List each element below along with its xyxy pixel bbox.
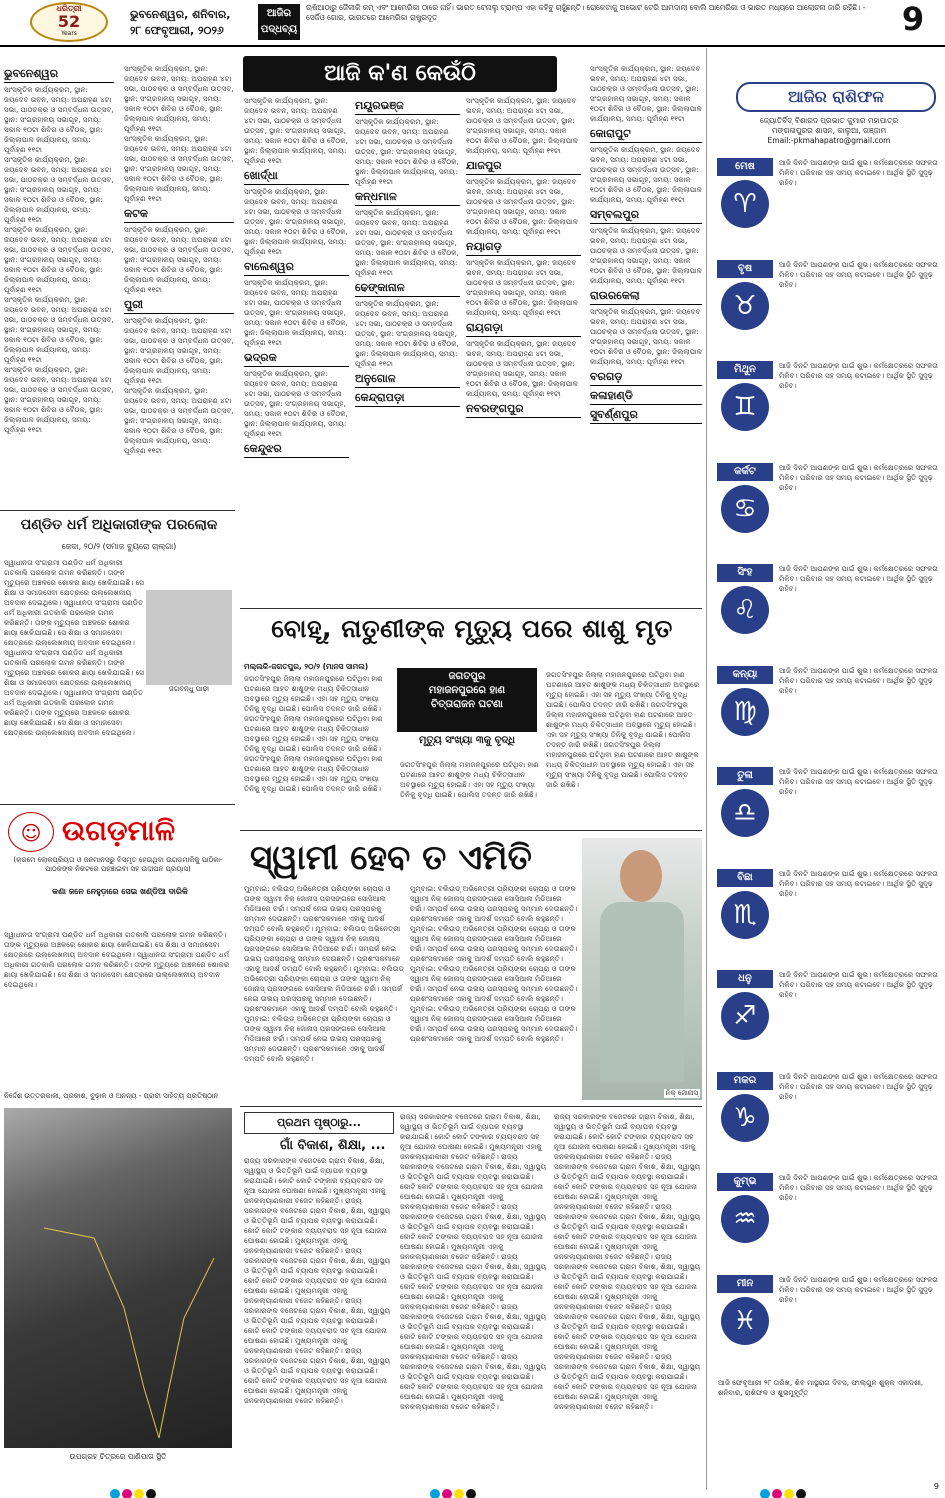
bohu-body-text: ଜଗତସିଂହପୁର ଜିଲ୍ଲା ମହାଜନପୁରରେ ଘଟିଥିବା ହାଣ ଘଟଣାରେ ଆହତ ଶାଶୁଙ୍କ ମଧ୍ୟ ଚିକିତ୍ସାଧୀନ ଅବସ୍ଥାରେ ମୃତ୍ୟୁ ହୋଇଛି। ଏହା ସହ ମୃତ୍ୟୁ ସଂଖ୍ୟା ତିନିକୁ ବୃଦ୍ଧି ପାଇଛି। ପୋଲିସ ତଦନ୍ତ ଜାରି ରଖିଛି। [546, 670, 700, 709]
rashifala-email: Email:-pkmahapatro@gmail.com [767, 136, 891, 145]
city-heading: ଭଦ୍ରକ [244, 351, 349, 367]
prathama-body-text: ରାଜ୍ୟ ସରକାରଙ୍କ ବଜେଟରେ ଗ୍ରାମ ବିକାଶ, ଶିକ୍ଷା, ସ୍ୱାସ୍ଥ୍ୟ ଓ ଭିତ୍ତିଭୂମି ପାଇଁ ବ୍ୟାପକ ବ୍ୟବସ୍ଥା କରାଯାଇଛି। କୋଟି କୋଟି ଟଙ୍କାର ବ୍ୟୟବରାଦ ସହ ନୂଆ ଯୋଜନା ଘୋଷଣା ହୋଇଛି। ମୁଖ୍ୟମନ୍ତ୍ରୀ ଏହାକୁ ଜନକଲ୍ୟାଣକାରୀ ବଜେଟ କହିଛନ୍ତି। [554, 1202, 701, 1261]
event-text: ସାଂସ୍କୃତିକ କାର୍ଯ୍ୟକ୍ରମ, ସ୍ଥାନ: ଜୟଦେବ ଭବନ, ସମୟ: ଅପରାହ୍ଣ ୪ଟା ସଭା, ପାଠଚକ୍ର ଓ ସମ୍ବର୍ଦ୍ଧନା ଉତ୍ସବ, ସ୍ଥାନ: ସଂଗ୍ରହାଳୟ ସଭାଗୃହ, ସମୟ: ସକାଳ ୧୦ଟା ଶିବିର ଓ ବୈଠକ, ସ୍ଥାନ: ଜିଲ୍ଲାପାଳ କାର୍ଯ୍ୟାଳୟ, ସମୟ: ପୂର୍ବାହ୍ଣ ୧୧ଟା [355, 208, 459, 277]
prathama-body-text: ରାଜ୍ୟ ସରକାରଙ୍କ ବଜେଟରେ ଗ୍ରାମ ବିକାଶ, ଶିକ୍ଷା, ସ୍ୱାସ୍ଥ୍ୟ ଓ ଭିତ୍ତିଭୂମି ପାଇଁ ବ୍ୟାପକ ବ୍ୟବସ୍ଥା କରାଯାଇଛି। କୋଟି କୋଟି ଟଙ୍କାର ବ୍ୟୟବରାଦ ସହ ନୂଆ ଯୋଜନା ଘୋଷଣା ହୋଇଛି। ମୁଖ୍ୟମନ୍ତ୍ରୀ ଏହାକୁ ଜନକଲ୍ୟାଣକାରୀ ବଜେଟ କହିଛନ୍ତି। [244, 1346, 391, 1405]
person-head-icon [620, 850, 662, 902]
events-col-3 [244, 96, 349, 504]
bohu-box-line3: ଚିତ୍ତାରାଜନ ଘଟଣା [431, 699, 503, 710]
obit-body-text: ସ୍ୱାଧୀନତା ସଂଗ୍ରାମୀ ପଣ୍ଡିତ ଧର୍ମ ଅଧିକାରୀ ଗତକାଲି ପରଲୋକ ଗମନ କରିଛନ୍ତି। ତାଙ୍କ ମୃତ୍ୟୁରେ ଅଞ୍ଚଳରେ ଶୋକର ଛାୟା ଖେଳିଯାଇଛି। ସେ ଶିକ୍ଷା ଓ ସମାଜସେବା କ୍ଷେତ୍ରରେ ଉଲ୍ଲେଖନୀୟ ଅବଦାନ ଦେଇଥିଲେ। [4, 688, 144, 737]
zodiac-name: କର୍କଟ [717, 463, 773, 481]
zodiac-symbol-icon: ♒ [721, 1195, 769, 1243]
zodiac-entry [717, 260, 943, 358]
bohu-box [397, 668, 537, 732]
footer-registration-marks [0, 1480, 945, 1498]
ugomali-body [4, 930, 232, 1050]
event-text: ସାଂସ୍କୃତିକ କାର୍ଯ୍ୟକ୍ରମ, ସ୍ଥାନ: ଜୟଦେବ ଭବନ, ସମୟ: ଅପରାହ୍ଣ ୪ଟା ସଭା, ପାଠଚକ୍ର ଓ ସମ୍ବର୍ଦ୍ଧନା ଉତ୍ସବ, ସ୍ଥାନ: ସଂଗ୍ରହାଳୟ ସଭାଗୃହ, ସମୟ: ସକାଳ ୧୦ଟା ଶିବିର ଓ ବୈଠକ, ସ୍ଥାନ: ଜିଲ୍ଲାପାଳ କାର୍ଯ୍ୟାଳୟ, ସମୟ: ପୂର୍ବାହ୍ଣ ୧୧ଟା [590, 307, 702, 366]
ugomali-body-text: ସ୍ୱାଧୀନତା ସଂଗ୍ରାମୀ ପଣ୍ଡିତ ଧର୍ମ ଅଧିକାରୀ ଗତକାଲି ପରଲୋକ ଗମନ କରିଛନ୍ତି। ତାଙ୍କ ମୃତ୍ୟୁରେ ଅଞ୍ଚଳରେ ଶୋକର ଛାୟା ଖେଳିଯାଇଛି। ସେ ଶିକ୍ଷା ଓ ସମାଜସେବା କ୍ଷେତ୍ରରେ ଉଲ୍ଲେଖନୀୟ ଅବଦାନ ଦେଇଥିଲେ। [4, 930, 227, 959]
zodiac-name: ବିଛା [717, 869, 773, 887]
zodiac-prediction: ଆଜି ଦିନଟି ଆପଣଙ୍କ ପାଇଁ ଶୁଭ। କର୍ମକ୍ଷେତ୍ରରେ ସଫଳତା ମିଳିବ। ପରିବାର ସହ ସମୟ କଟାଇବେ। ଆର୍ଥିକ ସ୍ଥିତି ସୁଦୃଢ଼ ରହିବ। [779, 564, 938, 593]
city-heading: କଳାହାଣ୍ଡି [590, 389, 702, 405]
city-heading: ଯାଜପୁର [466, 159, 581, 175]
city-heading: ରାଉରକେଲା [590, 289, 702, 305]
prathama-tag-text: ପ୍ରଥମ ପୃଷ୍ଠାରୁ... [277, 1116, 361, 1129]
swami-headline: ସ୍ୱାମୀ ହେବ ତ ଏମିତି [250, 838, 532, 878]
city-heading: ପୁରୀ [124, 298, 234, 314]
prathama-body-text: ରାଜ୍ୟ ସରକାରଙ୍କ ବଜେଟରେ ଗ୍ରାମ ବିକାଶ, ଶିକ୍ଷା, ସ୍ୱାସ୍ଥ୍ୟ ଓ ଭିତ୍ତିଭୂମି ପାଇଁ ବ୍ୟାପକ ବ୍ୟବସ୍ଥା କରାଯାଇଛି। କୋଟି କୋଟି ଟଙ୍କାର ବ୍ୟୟବରାଦ ସହ ନୂଆ ଯୋଜନା ଘୋଷଣା ହୋଇଛି। ମୁଖ୍ୟମନ୍ତ୍ରୀ ଏହାକୁ ଜନକଲ୍ୟାଣକାରୀ ବଜେଟ କହିଛନ୍ତି। [554, 1352, 701, 1411]
obit-body-text: ସ୍ୱାଧୀନତା ସଂଗ୍ରାମୀ ପଣ୍ଡିତ ଧର୍ମ ଅଧିକାରୀ ଗତକାଲି ପରଲୋକ ଗମନ କରିଛନ୍ତି। ତାଙ୍କ ମୃତ୍ୟୁରେ ଅଞ୍ଚଳରେ ଶୋକର ଛାୟା ଖେଳିଯାଇଛି। ସେ ଶିକ୍ଷା ଓ ସମାଜସେବା କ୍ଷେତ୍ରରେ ଉଲ୍ଲେଖନୀୟ ଅବଦାନ ଦେଇଥିଲେ। [4, 648, 144, 697]
zodiac-name: ବୃଷ [717, 260, 773, 278]
prathama-body-text: ରାଜ୍ୟ ସରକାରଙ୍କ ବଜେଟରେ ଗ୍ରାମ ବିକାଶ, ଶିକ୍ଷା, ସ୍ୱାସ୍ଥ୍ୟ ଓ ଭିତ୍ତିଭୂମି ପାଇଁ ବ୍ୟାପକ ବ୍ୟବସ୍ଥା କରାଯାଇଛି। କୋଟି କୋଟି ଟଙ୍କାର ବ୍ୟୟବରାଦ ସହ ନୂଆ ଯୋଜନା ଘୋଷଣା ହୋଇଛି। ମୁଖ୍ୟମନ୍ତ୍ରୀ ଏହାକୁ ଜନକଲ୍ୟାଣକାରୀ ବଜେଟ କହିଛନ୍ତି। [554, 1302, 701, 1361]
bohu-body-right [546, 670, 702, 824]
events-banner [243, 56, 557, 92]
ugomali-verse: କଣା ଜନେ ନେହୁଡ଼ାରେ ସେଇ ଖଣ୍ଡିଆ ଦାରିକି [52, 887, 188, 896]
zodiac-prediction: ଆଜି ଦିନଟି ଆପଣଙ୍କ ପାଇଁ ଶୁଭ। କର୍ମକ୍ଷେତ୍ରରେ ସଫଳତା ମିଳିବ। ପରିବାର ସହ ସମୟ କଟାଇବେ। ଆର୍ଥିକ ସ୍ଥିତି ସୁଦୃଢ଼ ରହିବ। [779, 665, 938, 695]
obit-photo-caption: ଜଗବନ୍ଧୁ ପାଢ଼ୀ [146, 685, 232, 694]
zodiac-name: ମେଷ [717, 158, 773, 176]
zodiac-prediction: ଆଜି ଦିନଟି ଆପଣଙ୍କ ପାଇଁ ଶୁଭ। କର୍ମକ୍ଷେତ୍ରରେ ସଫଳତା ମିଳିବ। ପରିବାର ସହ ସମୟ କଟାଇବେ। ଆର୍ଥିକ ସ୍ଥିତି ସୁଦୃଢ଼ ରହିବ। [779, 462, 938, 492]
obit-subhead: ଜେଦା, ୨୦/୨ (ସମାଜ ବ୍ୟୁରୋ ଚାଲ୍ଗା) [61, 542, 177, 551]
zodiac-symbol-icon: ♌ [721, 586, 769, 634]
column-rule [706, 48, 707, 1490]
city-heading: କନ୍ଧମାଳ [355, 190, 460, 206]
bohu-body-text: ଜଗତସିଂହପୁର ଜିଲ୍ଲା ମହାଜନପୁରରେ ଘଟିଥିବା ହାଣ ଘଟଣାରେ ଆହତ ଶାଶୁଙ୍କ ମଧ୍ୟ ଚିକିତ୍ସାଧୀନ ଅବସ୍ଥାରେ ମୃତ୍ୟୁ ହୋଇଛି। ଏହା ସହ ମୃତ୍ୟୁ ସଂଖ୍ୟା ତିନିକୁ ବୃଦ୍ଧି ପାଇଛି। ପୋଲିସ ତଦନ୍ତ ଜାରି ରଖିଛି। [244, 754, 383, 793]
zodiac-symbol-icon: ♑ [721, 1094, 769, 1142]
obit-rule [0, 510, 235, 511]
city-heading: ଭୁବନେଶ୍ୱର [4, 67, 114, 83]
events-col-2 [124, 64, 234, 504]
bohu-box-line2: ମହାଜନପୁରରେ ହାଣ [428, 685, 506, 696]
events-col-1 [4, 64, 114, 504]
event-text: ସାଂସ୍କୃତିକ କାର୍ଯ୍ୟକ୍ରମ, ସ୍ଥାନ: ଜୟଦେବ ଭବନ, ସମୟ: ଅପରାହ୍ଣ ୪ଟା ସଭା, ପାଠଚକ୍ର ଓ ସମ୍ବର୍ଦ୍ଧନା ଉତ୍ସବ, ସ୍ଥାନ: ସଂଗ୍ରହାଳୟ ସଭାଗୃହ, ସମୟ: ସକାଳ ୧୦ଟା ଶିବିର ଓ ବୈଠକ, ସ୍ଥାନ: ଜିଲ୍ଲାପାଳ କାର୍ଯ୍ୟାଳୟ, ସମୟ: ପୂର୍ବାହ୍ଣ ୧୧ଟା [466, 339, 578, 398]
zodiac-symbol-icon: ♏ [721, 891, 769, 939]
ugomali-title: ଉଗଡ଼ମାଳି [62, 814, 176, 847]
swami-photo [582, 838, 702, 1100]
event-text: ସାଂସ୍କୃତିକ କାର୍ଯ୍ୟକ୍ରମ, ସ୍ଥାନ: ଜୟଦେବ ଭବନ, ସମୟ: ଅପରାହ୍ଣ ୪ଟା ସଭା, ପାଠଚକ୍ର ଓ ସମ୍ବର୍ଦ୍ଧନା ଉତ୍ସବ, ସ୍ଥାନ: ସଂଗ୍ରହାଳୟ ସଭାଗୃହ, ସମୟ: ସକାଳ ୧୦ଟା ଶିବିର ଓ ବୈଠକ, ସ୍ଥାନ: ଜିଲ୍ଲାପାଳ କାର୍ଯ୍ୟାଳୟ, ସମୟ: ପୂର୍ବାହ୍ଣ ୧୧ଟା [4, 155, 114, 224]
rashifala-header [736, 82, 936, 112]
zodiac-prediction: ଆଜି ଦିନଟି ଆପଣଙ୍କ ପାଇଁ ଶୁଭ। କର୍ମକ୍ଷେତ୍ରରେ ସଫଳତା ମିଳିବ। ପରିବାର ସହ ସମୟ କଟାଇବେ। ଆର୍ଥିକ ସ୍ଥିତି ସୁଦୃଢ଼ ରହିବ। [779, 970, 938, 999]
prathama-body-text: ରାଜ୍ୟ ସରକାରଙ୍କ ବଜେଟରେ ଗ୍ରାମ ବିକାଶ, ଶିକ୍ଷା, ସ୍ୱାସ୍ଥ୍ୟ ଓ ଭିତ୍ତିଭୂମି ପାଇଁ ବ୍ୟାପକ ବ୍ୟବସ୍ଥା କରାଯାଇଛି। କୋଟି କୋଟି ଟଙ୍କାର ବ୍ୟୟବରାଦ ସହ ନୂଆ ଯୋଜନା ଘୋଷଣା ହୋଇଛି। ମୁଖ୍ୟମନ୍ତ୍ରୀ ଏହାକୁ ଜନକଲ୍ୟାଣକାରୀ ବଜେଟ କହିଛନ୍ତି। [554, 1112, 696, 1161]
bohu-headline: ବୋହୂ, ନାତୁଣୀଙ୍କ ମୃତ୍ୟୁ ପରେ ଶାଶୁ ମୃତ [271, 614, 673, 643]
event-text: ସାଂସ୍କୃତିକ କାର୍ଯ୍ୟକ୍ରମ, ସ୍ଥାନ: ଜୟଦେବ ଭବନ, ସମୟ: ଅପରାହ୍ଣ ୪ଟା ସଭା, ପାଠଚକ୍ର ଓ ସମ୍ବର୍ଦ୍ଧନା ଉତ୍ସବ, ସ୍ଥାନ: ସଂଗ୍ରହାଳୟ ସଭାଗୃହ, ସମୟ: ସକାଳ ୧୦ଟା ଶିବିର ଓ ବୈଠକ, ସ୍ଥାନ: ଜିଲ୍ଲାପାଳ କାର୍ଯ୍ୟାଳୟ, ସମୟ: ପୂର୍ବାହ୍ଣ ୧୧ଟା [466, 177, 578, 236]
city-heading: ସମ୍ବଲପୁର [590, 208, 702, 224]
event-text: ସାଂସ୍କୃତିକ କାର୍ଯ୍ୟକ୍ରମ, ସ୍ଥାନ: ଜୟଦେବ ଭବନ, ସମୟ: ଅପରାହ୍ଣ ୪ଟା ସଭା, ପାଠଚକ୍ର ଓ ସମ୍ବର୍ଦ୍ଧନା ଉତ୍ସବ, ସ୍ଥାନ: ସଂଗ୍ରହାଳୟ ସଭାଗୃହ, ସମୟ: ସକାଳ ୧୦ଟା ଶିବିର ଓ ବୈଠକ, ସ୍ଥାନ: ଜିଲ୍ଲାପାଳ କାର୍ଯ୍ୟାଳୟ, ସମୟ: ପୂର୍ବାହ୍ଣ ୧୧ଟା [355, 117, 459, 186]
zodiac-prediction: ଆଜି ଦିନଟି ଆପଣଙ୍କ ପାଇଁ ଶୁଭ। କର୍ମକ୍ଷେତ୍ରରେ ସଫଳତା ମିଳିବ। ପରିବାର ସହ ସମୟ କଟାଇବେ। ଆର୍ଥିକ ସ୍ଥିତି ସୁଦୃଢ଼ ରହିବ। [779, 1274, 938, 1304]
swami-photo-caption: ନିକ୍ ଜୋନାସ୍ [665, 1089, 698, 1097]
ugomali-body-text: ସ୍ୱାଧୀନତା ସଂଗ୍ରାମୀ ପଣ୍ଡିତ ଧର୍ମ ଅଧିକାରୀ ଗତକାଲି ପରଲୋକ ଗମନ କରିଛନ୍ତି। ତାଙ୍କ ମୃତ୍ୟୁରେ ଅଞ୍ଚଳରେ ଶୋକର ଛାୟା ଖେଳିଯାଇଛି। ସେ ଶିକ୍ଷା ଓ ସମାଜସେବା କ୍ଷେତ୍ରରେ ଉଲ୍ଲେଖନୀୟ ଅବଦାନ ଦେଇଥିଲେ। [4, 950, 230, 989]
swami-rule [240, 830, 702, 831]
zodiac-name: କୁମ୍ଭ [717, 1173, 773, 1191]
zodiac-symbol-icon: ♓ [721, 1297, 769, 1345]
prathama-body-text: ରାଜ୍ୟ ସରକାରଙ୍କ ବଜେଟରେ ଗ୍ରାମ ବିକାଶ, ଶିକ୍ଷା, ସ୍ୱାସ୍ଥ୍ୟ ଓ ଭିତ୍ତିଭୂମି ପାଇଁ ବ୍ୟାପକ ବ୍ୟବସ୍ଥା କରାଯାଇଛି। କୋଟି କୋଟି ଟଙ୍କାର ବ୍ୟୟବରାଦ ସହ ନୂଆ ଯୋଜନା ଘୋଷଣା ହୋଇଛି। ମୁଖ୍ୟମନ୍ତ୍ରୀ ଏହାକୁ ଜନକଲ୍ୟାଣକାରୀ ବଜେଟ କହିଛନ୍ତି। [400, 1152, 547, 1211]
city-heading: ନବରଙ୍ଗପୁର [466, 402, 581, 418]
event-text: ସାଂସ୍କୃତିକ କାର୍ଯ୍ୟକ୍ରମ, ସ୍ଥାନ: ଜୟଦେବ ଭବନ, ସମୟ: ଅପରାହ୍ଣ ୪ଟା ସଭା, ପାଠଚକ୍ର ଓ ସମ୍ବର୍ଦ୍ଧନା ଉତ୍ସବ, ସ୍ଥାନ: ସଂଗ୍ରହାଳୟ ସଭାଗୃହ, ସମୟ: ସକାଳ ୧୦ଟା ଶିବିର ଓ ବୈଠକ, ସ୍ଥାନ: ଜିଲ୍ଲାପାଳ କାର୍ଯ୍ୟାଳୟ, ସମୟ: ପୂର୍ବାହ୍ଣ ୧୧ଟା [590, 64, 702, 123]
zodiac-symbol-icon: ♈ [721, 180, 769, 228]
city-heading: ବାଲେଶ୍ୱର [244, 260, 349, 276]
zodiac-prediction: ଆଜି ଦିନଟି ଆପଣଙ୍କ ପାଇଁ ଶୁଭ। କର୍ମକ୍ଷେତ୍ରରେ ସଫଳତା ମିଳିବ। ପରିବାର ସହ ସମୟ କଟାଇବେ। ଆର୍ଥିକ ସ୍ଥିତି ସୁଦୃଢ଼ ରହିବ। [779, 767, 938, 796]
bohu-rule [240, 608, 702, 609]
zodiac-entry [717, 1173, 943, 1271]
rashifala-title: ଆଜିର ରାଶିଫଳ [788, 87, 884, 106]
zodiac-name: ସିଂହ [717, 564, 773, 582]
obit-body [4, 558, 144, 798]
zodiac-entry [717, 869, 943, 967]
bohu-body-text: ଜଗତସିଂହପୁର ଜିଲ୍ଲା ମହାଜନପୁରରେ ଘଟିଥିବା ହାଣ ଘଟଣାରେ ଆହତ ଶାଶୁଙ୍କ ମଧ୍ୟ ଚିକିତ୍ସାଧୀନ ଅବସ୍ଥାରେ ମୃତ୍ୟୁ ହୋଇଛି। ଏହା ସହ ମୃତ୍ୟୁ ସଂଖ୍ୟା ତିନିକୁ ବୃଦ୍ଧି ପାଇଛି। ପୋଲିସ ତଦନ୍ତ ଜାରି ରଖିଛି। [546, 700, 696, 749]
swami-body-text: ମୁମ୍ବାଇ: ବଲିଉଡ୍ ଅଭିନେତ୍ରୀ ପ୍ରିୟଙ୍କା ଚୋପ୍ରା ଓ ତାଙ୍କ ସ୍ୱାମୀ ନିକ୍ ଜୋନାସ୍ ପ୍ରସଙ୍ଗରେ ସୋସିଆଲ ମିଡିଆରେ ଚର୍ଚ୍ଚା। ସମ୍ପର୍କ ନେଇ ଉଭୟ ପରସ୍ପରକୁ ସମ୍ମାନ ଦେଉଛନ୍ତି। ପ୍ରଶଂସକମାନେ ଏହାକୁ ଆଦର୍ଶ ଦମ୍ପତି ବୋଲି କହୁଛନ୍ତି। [244, 964, 404, 1013]
prathama-rule [240, 1106, 702, 1107]
prathama-body-text: ରାଜ୍ୟ ସରକାରଙ୍କ ବଜେଟରେ ଗ୍ରାମ ବିକାଶ, ଶିକ୍ଷା, ସ୍ୱାସ୍ଥ୍ୟ ଓ ଭିତ୍ତିଭୂମି ପାଇଁ ବ୍ୟାପକ ବ୍ୟବସ୍ଥା କରାଯାଇଛି। କୋଟି କୋଟି ଟଙ୍କାର ବ୍ୟୟବରାଦ ସହ ନୂଆ ଯୋଜନା ଘୋଷଣା ହୋଇଛି। ମୁଖ୍ୟମନ୍ତ୍ରୀ ଏହାକୁ ଜନକଲ୍ୟାଣକାରୀ ବଜେଟ କହିଛନ୍ତି। [400, 1202, 547, 1261]
bohu-body-text: ଜଗତସିଂହପୁର ଜିଲ୍ଲା ମହାଜନପୁରରେ ଘଟିଥିବା ହାଣ ଘଟଣାରେ ଆହତ ଶାଶୁଙ୍କ ମଧ୍ୟ ଚିକିତ୍ସାଧୀନ ଅବସ୍ଥାରେ ମୃତ୍ୟୁ ହୋଇଛି। ଏହା ସହ ମୃତ୍ୟୁ ସଂଖ୍ୟା ତିନିକୁ ବୃଦ୍ଧି ପାଇଛି। ପୋଲିସ ତଦନ୍ତ ଜାରି ରଖିଛି। [244, 714, 383, 753]
quote-tag-line1: ଆଜିର [266, 8, 292, 19]
event-text: ସାଂସ୍କୃତିକ କାର୍ଯ୍ୟକ୍ରମ, ସ୍ଥାନ: ଜୟଦେବ ଭବନ, ସମୟ: ଅପରାହ୍ଣ ୪ଟା ସଭା, ପାଠଚକ୍ର ଓ ସମ୍ବର୍ଦ୍ଧନା ଉତ୍ସବ, ସ୍ଥାନ: ସଂଗ୍ରହାଳୟ ସଭାଗୃହ, ସମୟ: ସକାଳ ୧୦ଟା ଶିବିର ଓ ବୈଠକ, ସ୍ଥାନ: ଜିଲ୍ଲାପାଳ କାର୍ଯ୍ୟାଳୟ, ସମୟ: ପୂର୍ବାହ୍ଣ ୧୧ଟା [244, 96, 348, 165]
logo-years: Years [61, 30, 77, 37]
panchang: ଆଜି ଫେବୃଆରୀ ୨୮ ତାରିଖ, ଶିବ ମାସ୍ଥରାଗ ଦିବସ, ଫାଲ୍ଗୁନ ଶୁକ୍ଳ ଏକାଦଶୀ, ଶନିବାର, ରାଶିଫଳ ଓ ଶୁଭମୁହୂର୍ତ୍ତ [718, 1378, 924, 1397]
bohu-body-text: ଜଗତସିଂହପୁର ଜିଲ୍ଲା ମହାଜନପୁରରେ ଘଟିଥିବା ହାଣ ଘଟଣାରେ ଆହତ ଶାଶୁଙ୍କ ମଧ୍ୟ ଚିକିତ୍ସାଧୀନ ଅବସ୍ଥାରେ ମୃତ୍ୟୁ ହୋଇଛି। ଏହା ସହ ମୃତ୍ୟୁ ସଂଖ୍ୟା ତିନିକୁ ବୃଦ୍ଧି ପାଇଛି। ପୋଲିସ ତଦନ୍ତ ଜାରି ରଖିଛି। [244, 674, 383, 713]
prathama-body-col1 [244, 1156, 394, 1488]
event-text: ସାଂସ୍କୃତିକ କାର୍ଯ୍ୟକ୍ରମ, ସ୍ଥାନ: ଜୟଦେବ ଭବନ, ସମୟ: ଅପରାହ୍ଣ ୪ଟା ସଭା, ପାଠଚକ୍ର ଓ ସମ୍ବର୍ଦ୍ଧନା ଉତ୍ସବ, ସ୍ଥାନ: ସଂଗ୍ରହାଳୟ ସଭାଗୃହ, ସମୟ: ସକାଳ ୧୦ଟା ଶିବିର ଓ ବୈଠକ, ସ୍ଥାନ: ଜିଲ୍ଲାପାଳ କାର୍ଯ୍ୟାଳୟ, ସମୟ: ପୂର୍ବାହ୍ଣ ୧୧ଟା [244, 369, 348, 438]
event-text: ସାଂସ୍କୃତିକ କାର୍ଯ୍ୟକ୍ରମ, ସ୍ଥାନ: ଜୟଦେବ ଭବନ, ସମୟ: ଅପରାହ୍ଣ ୪ଟା ସଭା, ପାଠଚକ୍ର ଓ ସମ୍ବର୍ଦ୍ଧନା ଉତ୍ସବ, ସ୍ଥାନ: ସଂଗ୍ରହାଳୟ ସଭାଗୃହ, ସମୟ: ସକାଳ ୧୦ଟା ଶିବିର ଓ ବୈଠକ, ସ୍ଥାନ: ଜିଲ୍ଲାପାଳ କାର୍ଯ୍ୟାଳୟ, ସମୟ: ପୂର୍ବାହ୍ଣ ୧୧ଟା [124, 386, 234, 455]
bohu-box-sub: ମୃତ୍ୟୁ ସଂଖ୍ୟା ୩କୁ ବୃଦ୍ଧି [418, 735, 516, 746]
zodiac-name: ମୀନ [717, 1275, 773, 1293]
prathama-body-text: ରାଜ୍ୟ ସରକାରଙ୍କ ବଜେଟରେ ଗ୍ରାମ ବିକାଶ, ଶିକ୍ଷା, ସ୍ୱାସ୍ଥ୍ୟ ଓ ଭିତ୍ତିଭୂମି ପାଇଁ ବ୍ୟାପକ ବ୍ୟବସ୍ଥା କରାଯାଇଛି। କୋଟି କୋଟି ଟଙ୍କାର ବ୍ୟୟବରାଦ ସହ ନୂଆ ଯୋଜନା ଘୋଷଣା ହୋଇଛି। ମୁଖ୍ୟମନ୍ତ୍ରୀ ଏହାକୁ ଜନକଲ୍ୟାଣକାରୀ ବଜେଟ କହିଛନ୍ତି। [244, 1196, 391, 1255]
page-number: 9 [901, 0, 925, 38]
zodiac-prediction: ଆଜି ଦିନଟି ଆପଣଙ୍କ ପାଇଁ ଶୁଭ। କର୍ମକ୍ଷେତ୍ରରେ ସଫଳତା ମିଳିବ। ପରିବାର ସହ ସମୟ କଟାଇବେ। ଆର୍ଥିକ ସ୍ଥିତି ସୁଦୃଢ଼ ରହିବ। [779, 259, 938, 289]
zodiac-name: ତୁଳା [717, 767, 773, 785]
prathama-body-text: ରାଜ୍ୟ ସରକାରଙ୍କ ବଜେଟରେ ଗ୍ରାମ ବିକାଶ, ଶିକ୍ଷା, ସ୍ୱାସ୍ଥ୍ୟ ଓ ଭିତ୍ତିଭୂମି ପାଇଁ ବ୍ୟାପକ ବ୍ୟବସ୍ଥା କରାଯାଇଛି। କୋଟି କୋଟି ଟଙ୍କାର ବ୍ୟୟବରାଦ ସହ ନୂଆ ଯୋଜନା ଘୋଷଣା ହୋଇଛି। ମୁଖ୍ୟମନ୍ତ୍ରୀ ଏହାକୁ ଜନକଲ୍ୟାଣକାରୀ ବଜେଟ କହିଛନ୍ତି। [554, 1252, 701, 1311]
event-text: ସାଂସ୍କୃତିକ କାର୍ଯ୍ୟକ୍ରମ, ସ୍ଥାନ: ଜୟଦେବ ଭବନ, ସମୟ: ଅପରାହ୍ଣ ୪ଟା ସଭା, ପାଠଚକ୍ର ଓ ସମ୍ବର୍ଦ୍ଧନା ଉତ୍ସବ, ସ୍ଥାନ: ସଂଗ୍ରହାଳୟ ସଭାଗୃହ, ସମୟ: ସକାଳ ୧୦ଟା ଶିବିର ଓ ବୈଠକ, ସ୍ଥାନ: ଜିଲ୍ଲାପାଳ କାର୍ଯ୍ୟାଳୟ, ସମୟ: ପୂର୍ବାହ୍ଣ ୧୧ଟା [590, 145, 702, 204]
zodiac-entry [717, 158, 943, 256]
obit-body-text: ସ୍ୱାଧୀନତା ସଂଗ୍ରାମୀ ପଣ୍ଡିତ ଧର୍ମ ଅଧିକାରୀ ଗତକାଲି ପରଲୋକ ଗମନ କରିଛନ୍ତି। ତାଙ୍କ ମୃତ୍ୟୁରେ ଅଞ୍ଚଳରେ ଶୋକର ଛାୟା ଖେଳିଯାଇଛି। ସେ ଶିକ୍ଷା ଓ ସମାଜସେବା କ୍ଷେତ୍ରରେ ଉଲ୍ଲେଖନୀୟ ଅବଦାନ ଦେଇଥିଲେ। [4, 598, 144, 647]
prathama-body-text: ରାଜ୍ୟ ସରକାରଙ୍କ ବଜେଟରେ ଗ୍ରାମ ବିକାଶ, ଶିକ୍ଷା, ସ୍ୱାସ୍ଥ୍ୟ ଓ ଭିତ୍ତିଭୂମି ପାଇଁ ବ୍ୟାପକ ବ୍ୟବସ୍ଥା କରାଯାଇଛି। କୋଟି କୋଟି ଟଙ୍କାର ବ୍ୟୟବରାଦ ସହ ନୂଆ ଯୋଜନା ଘୋଷଣା ହୋଇଛି। ମୁଖ୍ୟମନ୍ତ୍ରୀ ଏହାକୁ ଜନକଲ୍ୟାଣକାରୀ ବଜେଟ କହିଛନ୍ତି। [400, 1352, 547, 1411]
event-text: ସାଂସ୍କୃତିକ କାର୍ଯ୍ୟକ୍ରମ, ସ୍ଥାନ: ଜୟଦେବ ଭବନ, ସମୟ: ଅପରାହ୍ଣ ୪ଟା ସଭା, ପାଠଚକ୍ର ଓ ସମ୍ବର୍ଦ୍ଧନା ଉତ୍ସବ, ସ୍ଥାନ: ସଂଗ୍ରହାଳୟ ସଭାଗୃହ, ସମୟ: ସକାଳ ୧୦ଟା ଶିବିର ଓ ବୈଠକ, ସ୍ଥାନ: ଜିଲ୍ଲାପାଳ କାର୍ଯ୍ୟାଳୟ, ସମୟ: ପୂର୍ବାହ୍ଣ ୧୧ଟା [4, 85, 114, 154]
masthead [0, 0, 945, 44]
zodiac-prediction: ଆଜି ଦିନଟି ଆପଣଙ୍କ ପାଇଁ ଶୁଭ। କର୍ମକ୍ଷେତ୍ରରେ ସଫଳତା ମିଳିବ। ପରିବାର ସହ ସମୟ କଟାଇବେ। ଆର୍ଥିକ ସ୍ଥିତି ସୁଦୃଢ଼ ରହିବ। [779, 1071, 938, 1101]
weather-satellite-image [4, 1108, 232, 1448]
zodiac-entry [717, 970, 943, 1068]
prathama-body-text: ରାଜ୍ୟ ସରକାରଙ୍କ ବଜେଟରେ ଗ୍ରାମ ବିକାଶ, ଶିକ୍ଷା, ସ୍ୱାସ୍ଥ୍ୟ ଓ ଭିତ୍ତିଭୂମି ପାଇଁ ବ୍ୟାପକ ବ୍ୟବସ୍ଥା କରାଯାଇଛି। କୋଟି କୋଟି ଟଙ୍କାର ବ୍ୟୟବରାଦ ସହ ନୂଆ ଯୋଜନା ଘୋଷଣା ହୋଇଛି। ମୁଖ୍ୟମନ୍ତ୍ରୀ ଏହାକୁ ଜନକଲ୍ୟାଣକାରୀ ବଜେଟ କହିଛନ୍ତି। [244, 1246, 391, 1305]
zodiac-symbol-icon: ♊ [721, 383, 769, 431]
prathama-body-text: ରାଜ୍ୟ ସରକାରଙ୍କ ବଜେଟରେ ଗ୍ରାମ ବିକାଶ, ଶିକ୍ଷା, ସ୍ୱାସ୍ଥ୍ୟ ଓ ଭିତ୍ତିଭୂମି ପାଇଁ ବ୍ୟାପକ ବ୍ୟବସ୍ଥା କରାଯାଇଛି। କୋଟି କୋଟି ଟଙ୍କାର ବ୍ୟୟବରାଦ ସହ ନୂଆ ଯୋଜନା ଘୋଷଣା ହୋଇଛି। ମୁଖ୍ୟମନ୍ତ୍ରୀ ଏହାକୁ ଜନକଲ୍ୟାଣକାରୀ ବଜେଟ କହିଛନ୍ତି। [400, 1252, 547, 1311]
prathama-body-text: ରାଜ୍ୟ ସରକାରଙ୍କ ବଜେଟରେ ଗ୍ରାମ ବିକାଶ, ଶିକ୍ଷା, ସ୍ୱାସ୍ଥ୍ୟ ଓ ଭିତ୍ତିଭୂମି ପାଇଁ ବ୍ୟାପକ ବ୍ୟବସ୍ଥା କରାଯାଇଛି। କୋଟି କୋଟି ଟଙ୍କାର ବ୍ୟୟବରାଦ ସହ ନୂଆ ଯୋଜନା ଘୋଷଣା ହୋଇଛି। ମୁଖ୍ୟମନ୍ତ୍ରୀ ଏହାକୁ ଜନକଲ୍ୟାଣକାରୀ ବଜେଟ କହିଛନ୍ତି। [400, 1112, 542, 1161]
event-text: ସାଂସ୍କୃତିକ କାର୍ଯ୍ୟକ୍ରମ, ସ୍ଥାନ: ଜୟଦେବ ଭବନ, ସମୟ: ଅପରାହ୍ଣ ୪ଟା ସଭା, ପାଠଚକ୍ର ଓ ସମ୍ବର୍ଦ୍ଧନା ଉତ୍ସବ, ସ୍ଥାନ: ସଂଗ୍ରହାଳୟ ସଭାଗୃହ, ସମୟ: ସକାଳ ୧୦ଟା ଶିବିର ଓ ବୈଠକ, ସ୍ଥାନ: ଜିଲ୍ଲାପାଳ କାର୍ଯ୍ୟାଳୟ, ସମୟ: ପୂର୍ବାହ୍ଣ ୧୧ଟା [466, 258, 578, 317]
city-heading: ସୁବର୍ଣ୍ଣପୁର [590, 408, 702, 424]
swami-body-left [244, 884, 404, 1102]
city-heading: କେନ୍ଦୁଝର [244, 442, 349, 458]
event-text: ସାଂସ୍କୃତିକ କାର୍ଯ୍ୟକ୍ରମ, ସ୍ଥାନ: ଜୟଦେବ ଭବନ, ସମୟ: ଅପରାହ୍ଣ ୪ଟା ସଭା, ପାଠଚକ୍ର ଓ ସମ୍ବର୍ଦ୍ଧନା ଉତ୍ସବ, ସ୍ଥାନ: ସଂଗ୍ରହାଳୟ ସଭାଗୃହ, ସମୟ: ସକାଳ ୧୦ଟା ଶିବିର ଓ ବୈଠକ, ସ୍ଥାନ: ଜିଲ୍ଲାପାଳ କାର୍ଯ୍ୟାଳୟ, ସମୟ: ପୂର୍ବାହ୍ଣ ୧୧ଟା [244, 278, 348, 347]
logo-number: 52 [57, 12, 81, 31]
zodiac-symbol-icon: ♉ [721, 282, 769, 330]
city-heading: ବରଗଡ଼ [590, 370, 702, 386]
city-heading: ଖୋର୍ଦ୍ଧା [244, 169, 349, 185]
quote-tag [258, 4, 300, 40]
swami-body-text: ମୁମ୍ବାଇ: ବଲିଉଡ୍ ଅଭିନେତ୍ରୀ ପ୍ରିୟଙ୍କା ଚୋପ୍ରା ଓ ତାଙ୍କ ସ୍ୱାମୀ ନିକ୍ ଜୋନାସ୍ ପ୍ରସଙ୍ଗରେ ସୋସିଆଲ ମିଡିଆରେ ଚର୍ଚ୍ଚା। ସମ୍ପର୍କ ନେଇ ଉଭୟ ପରସ୍ପରକୁ ସମ୍ମାନ ଦେଉଛନ୍ତି। ପ୍ରଶଂସକମାନେ ଏହାକୁ ଆଦର୍ଶ ଦମ୍ପତି ବୋଲି କହୁଛନ୍ତି। [410, 1004, 578, 1043]
swami-body-text: ମୁମ୍ବାଇ: ବଲିଉଡ୍ ଅଭିନେତ୍ରୀ ପ୍ରିୟଙ୍କା ଚୋପ୍ରା ଓ ତାଙ୍କ ସ୍ୱାମୀ ନିକ୍ ଜୋନାସ୍ ପ୍ରସଙ୍ଗରେ ସୋସିଆଲ ମିଡିଆରେ ଚର୍ଚ୍ଚା। ସମ୍ପର୍କ ନେଇ ଉଭୟ ପରସ୍ପରକୁ ସମ୍ମାନ ଦେଉଛନ୍ତି। ପ୍ରଶଂସକମାନେ ଏହାକୁ ଆଦର୍ଶ ଦମ୍ପତି ବୋଲି କହୁଛନ୍ତି। [410, 924, 578, 963]
city-heading: ନୟାଗଡ଼ [466, 240, 581, 256]
zodiac-name: ମିଥୁନ [717, 361, 773, 379]
zodiac-entry [717, 1275, 943, 1373]
bohu-body-text: ଜଗତସିଂହପୁର ଜିଲ୍ଲା ମହାଜନପୁରରେ ଘଟିଥିବା ହାଣ ଘଟଣାରେ ଆହତ ଶାଶୁଙ୍କ ମଧ୍ୟ ଚିକିତ୍ସାଧୀନ ଅବସ୍ଥାରେ ମୃତ୍ୟୁ ହୋଇଛି। ଏହା ସହ ମୃତ୍ୟୁ ସଂଖ୍ୟା ତିନିକୁ ବୃଦ୍ଧି ପାଇଛି। ପୋଲିସ ତଦନ୍ତ ଜାରି ରଖିଛି। [546, 740, 699, 789]
zodiac-name: ଧନୁ [717, 970, 773, 988]
footer-page-marker: 9 [933, 1482, 939, 1491]
rashifala-address: ମଙ୍ଗଳାପୁରର ଶାସନ, କାଲୁଆ, ଗଞ୍ଜାମ [771, 126, 887, 135]
event-text: ସାଂସ୍କୃତିକ କାର୍ଯ୍ୟକ୍ରମ, ସ୍ଥାନ: ଜୟଦେବ ଭବନ, ସମୟ: ଅପରାହ୍ଣ ୪ଟା ସଭା, ପାଠଚକ୍ର ଓ ସମ୍ବର୍ଦ୍ଧନା ଉତ୍ସବ, ସ୍ଥାନ: ସଂଗ୍ରହାଳୟ ସଭାଗୃହ, ସମୟ: ସକାଳ ୧୦ଟା ଶିବିର ଓ ବୈଠକ, ସ୍ଥାନ: ଜିଲ୍ଲାପାଳ କାର୍ଯ୍ୟାଳୟ, ସମୟ: ପୂର୍ବାହ୍ଣ ୧୧ଟା [355, 299, 459, 368]
prathama-body-text: ରାଜ୍ୟ ସରକାରଙ୍କ ବଜେଟରେ ଗ୍ରାମ ବିକାଶ, ଶିକ୍ଷା, ସ୍ୱାସ୍ଥ୍ୟ ଓ ଭିତ୍ତିଭୂମି ପାଇଁ ବ୍ୟାପକ ବ୍ୟବସ୍ଥା କରାଯାଇଛି। କୋଟି କୋଟି ଟଙ୍କାର ବ୍ୟୟବରାଦ ସହ ନୂଆ ଯୋଜନା ଘୋଷଣା ହୋଇଛି। ମୁଖ୍ୟମନ୍ତ୍ରୀ ଏହାକୁ ଜନକଲ୍ୟାଣକାରୀ ବଜେଟ କହିଛନ୍ତି। [400, 1302, 547, 1361]
weather-caption: ଉପଗ୍ରହ ଚିତ୍ରରେ ପାଣିପାଗ ସ୍ଥିତି [69, 1452, 167, 1461]
quote-tag-line2: ପଦ୍ଧବ୍ୟ [260, 24, 298, 35]
zodiac-entry [717, 361, 943, 459]
zodiac-prediction: ଆଜି ଦିନଟି ଆପଣଙ୍କ ପାଇଁ ଶୁଭ। କର୍ମକ୍ଷେତ୍ରରେ ସଫଳତା ମିଳିବ। ପରିବାର ସହ ସମୟ କଟାଇବେ। ଆର୍ଥିକ ସ୍ଥିତି ସୁଦୃଢ଼ ରହିବ। [779, 868, 938, 898]
event-text: ସାଂସ୍କୃତିକ କାର୍ଯ୍ୟକ୍ରମ, ସ୍ଥାନ: ଜୟଦେବ ଭବନ, ସମୟ: ଅପରାହ୍ଣ ୪ଟା ସଭା, ପାଠଚକ୍ର ଓ ସମ୍ବର୍ଦ୍ଧନା ଉତ୍ସବ, ସ୍ଥାନ: ସଂଗ୍ରହାଳୟ ସଭାଗୃହ, ସମୟ: ସକାଳ ୧୦ଟା ଶିବିର ଓ ବୈଠକ, ସ୍ଥାନ: ଜିଲ୍ଲାପାଳ କାର୍ଯ୍ୟାଳୟ, ସମୟ: ପୂର୍ବାହ୍ଣ ୧୧ଟା [124, 134, 234, 203]
zodiac-name: କନ୍ୟା [717, 666, 773, 684]
event-text: ସାଂସ୍କୃତିକ କାର୍ଯ୍ୟକ୍ରମ, ସ୍ଥାନ: ଜୟଦେବ ଭବନ, ସମୟ: ଅପରାହ୍ଣ ୪ଟା ସଭା, ପାଠଚକ୍ର ଓ ସମ୍ବର୍ଦ୍ଧନା ଉତ୍ସବ, ସ୍ଥାନ: ସଂଗ୍ରହାଳୟ ସଭାଗୃହ, ସମୟ: ସକାଳ ୧୦ଟା ଶିବିର ଓ ବୈଠକ, ସ୍ଥାନ: ଜିଲ୍ଲାପାଳ କାର୍ଯ୍ୟାଳୟ, ସମୟ: ପୂର୍ବାହ୍ଣ ୧୧ଟା [4, 225, 114, 294]
color-dots-left [110, 1484, 158, 1498]
anniversary-logo [30, 2, 108, 42]
masthead-rule [0, 45, 945, 47]
prathama-body-text: ରାଜ୍ୟ ସରକାରଙ୍କ ବଜେଟରେ ଗ୍ରାମ ବିକାଶ, ଶିକ୍ଷା, ସ୍ୱାସ୍ଥ୍ୟ ଓ ଭିତ୍ତିଭୂମି ପାଇଁ ବ୍ୟାପକ ବ୍ୟବସ୍ଥା କରାଯାଇଛି। କୋଟି କୋଟି ଟଙ୍କାର ବ୍ୟୟବରାଦ ସହ ନୂଆ ଯୋଜନା ଘୋଷଣା ହୋଇଛି। ମୁଖ୍ୟମନ୍ତ୍ରୀ ଏହାକୁ ଜନକଲ୍ୟାଣକାରୀ ବଜେଟ କହିଛନ୍ତି। [244, 1296, 391, 1355]
events-col-4 [355, 96, 460, 504]
obit-headline: ପଣ୍ଡିତ ଧର୍ମ ଅଧିକାରୀଙ୍କ ପରଲୋକ [20, 517, 218, 533]
zodiac-prediction: ଆଜି ଦିନଟି ଆପଣଙ୍କ ପାଇଁ ଶୁଭ। କର୍ମକ୍ଷେତ୍ରରେ ସଫଳତା ମିଳିବ। ପରିବାର ସହ ସମୟ କଟାଇବେ। ଆର୍ଥିକ ସ୍ଥିତି ସୁଦୃଢ଼ ରହିବ। [779, 158, 938, 187]
zodiac-entry [717, 767, 943, 865]
event-text: ସାଂସ୍କୃତିକ କାର୍ଯ୍ୟକ୍ରମ, ସ୍ଥାନ: ଜୟଦେବ ଭବନ, ସମୟ: ଅପରାହ୍ଣ ୪ଟା ସଭା, ପାଠଚକ୍ର ଓ ସମ୍ବର୍ଦ୍ଧନା ଉତ୍ସବ, ସ୍ଥାନ: ସଂଗ୍ରହାଳୟ ସଭାଗୃହ, ସମୟ: ସକାଳ ୧୦ଟା ଶିବିର ଓ ବୈଠକ, ସ୍ଥାନ: ଜିଲ୍ଲାପାଳ କାର୍ଯ୍ୟାଳୟ, ସମୟ: ପୂର୍ବାହ୍ଣ ୧୧ଟା [124, 316, 234, 385]
swami-body-text: ମୁମ୍ବାଇ: ବଲିଉଡ୍ ଅଭିନେତ୍ରୀ ପ୍ରିୟଙ୍କା ଚୋପ୍ରା ଓ ତାଙ୍କ ସ୍ୱାମୀ ନିକ୍ ଜୋନାସ୍ ପ୍ରସଙ୍ଗରେ ସୋସିଆଲ ମିଡିଆରେ ଚର୍ଚ୍ଚା। ସମ୍ପର୍କ ନେଇ ଉଭୟ ପରସ୍ପରକୁ ସମ୍ମାନ ଦେଉଛନ୍ତି। ପ୍ରଶଂସକମାନେ ଏହାକୁ ଆଦର୍ଶ ଦମ୍ପତି ବୋଲି କହୁଛନ୍ତି। [244, 884, 391, 933]
city-heading: କଟକ [124, 207, 234, 223]
event-text: ସାଂସ୍କୃତିକ କାର୍ଯ୍ୟକ୍ରମ, ସ୍ଥାନ: ଜୟଦେବ ଭବନ, ସମୟ: ଅପରାହ୍ଣ ୪ଟା ସଭା, ପାଠଚକ୍ର ଓ ସମ୍ବର୍ଦ୍ଧନା ଉତ୍ସବ, ସ୍ଥାନ: ସଂଗ୍ରହାଳୟ ସଭାଗୃହ, ସମୟ: ସକାଳ ୧୦ଟା ଶିବିର ଓ ବୈଠକ, ସ୍ଥାନ: ଜିଲ୍ଲାପାଳ କାର୍ଯ୍ୟାଳୟ, ସମୟ: ପୂର୍ବାହ୍ଣ ୧୧ଟା [466, 96, 578, 155]
prathama-tag [244, 1112, 394, 1134]
date: ୨୮ ଫେବୃଆରୀ, ୨୦୨୬ [130, 24, 224, 37]
prathama-body-col3 [554, 1112, 702, 1488]
obit-body-text: ସ୍ୱାଧୀନତା ସଂଗ୍ରାମୀ ପଣ୍ଡିତ ଧର୍ମ ଅଧିକାରୀ ଗତକାଲି ପରଲୋକ ଗମନ କରିଛନ୍ତି। ତାଙ୍କ ମୃତ୍ୟୁରେ ଅଞ୍ଚଳରେ ଶୋକର ଛାୟା ଖେଳିଯାଇଛି। ସେ ଶିକ୍ଷା ଓ ସମାଜସେବା କ୍ଷେତ୍ରରେ ଉଲ୍ଲେଖନୀୟ ଅବଦାନ ଦେଇଥିଲେ। [4, 558, 144, 607]
events-col-6 [590, 64, 702, 504]
city-heading: ରାୟଗଡ଼ା [466, 321, 581, 337]
bohu-body-left [244, 674, 394, 824]
swami-body-text: ମୁମ୍ବାଇ: ବଲିଉଡ୍ ଅଭିନେତ୍ରୀ ପ୍ରିୟଙ୍କା ଚୋପ୍ରା ଓ ତାଙ୍କ ସ୍ୱାମୀ ନିକ୍ ଜୋନାସ୍ ପ୍ରସଙ୍ଗରେ ସୋସିଆଲ ମିଡିଆରେ ଚର୍ଚ୍ଚା। ସମ୍ପର୍କ ନେଇ ଉଭୟ ପରସ୍ପରକୁ ସମ୍ମାନ ଦେଉଛନ୍ତି। ପ୍ରଶଂସକମାନେ ଏହାକୁ ଆଦର୍ଶ ଦମ୍ପତି ବୋଲି କହୁଛନ୍ତି। [244, 1014, 391, 1063]
event-text: ସାଂସ୍କୃତିକ କାର୍ଯ୍ୟକ୍ରମ, ସ୍ଥାନ: ଜୟଦେବ ଭବନ, ସମୟ: ଅପରାହ୍ଣ ୪ଟା ସଭା, ପାଠଚକ୍ର ଓ ସମ୍ବର୍ଦ୍ଧନା ଉତ୍ସବ, ସ୍ଥାନ: ସଂଗ୍ରହାଳୟ ସଭାଗୃହ, ସମୟ: ସକାଳ ୧୦ଟା ଶିବିର ଓ ବୈଠକ, ସ୍ଥାନ: ଜିଲ୍ଲାପାଳ କାର୍ଯ୍ୟାଳୟ, ସମୟ: ପୂର୍ବାହ୍ଣ ୧୧ଟା [244, 187, 348, 256]
color-dots-center [430, 1484, 478, 1498]
coastline-map-icon [4, 1108, 232, 1448]
prathama-body-col2 [400, 1112, 548, 1488]
color-dots-right [760, 1484, 808, 1498]
swami-body-text: ମୁମ୍ବାଇ: ବଲିଉଡ୍ ଅଭିନେତ୍ରୀ ପ୍ରିୟଙ୍କା ଚୋପ୍ରା ଓ ତାଙ୍କ ସ୍ୱାମୀ ନିକ୍ ଜୋନାସ୍ ପ୍ରସଙ୍ଗରେ ସୋସିଆଲ ମିଡିଆରେ ଚର୍ଚ୍ଚା। ସମ୍ପର୍କ ନେଇ ଉଭୟ ପରସ୍ପରକୁ ସମ୍ମାନ ଦେଉଛନ୍ତି। ପ୍ରଶଂସକମାନେ ଏହାକୁ ଆଦର୍ଶ ଦମ୍ପତି ବୋଲି କହୁଛନ୍ତି। [410, 884, 578, 923]
dateline: ଭୁବନେଶ୍ୱର, ଶନିବାର, [130, 8, 231, 21]
event-text: ସାଂସ୍କୃତିକ କାର୍ଯ୍ୟକ୍ରମ, ସ୍ଥାନ: ଜୟଦେବ ଭବନ, ସମୟ: ଅପରାହ୍ଣ ୪ଟା ସଭା, ପାଠଚକ୍ର ଓ ସମ୍ବର୍ଦ୍ଧନା ଉତ୍ସବ, ସ୍ଥାନ: ସଂଗ୍ରହାଳୟ ସଭାଗୃହ, ସମୟ: ସକାଳ ୧୦ଟା ଶିବିର ଓ ବୈଠକ, ସ୍ଥାନ: ଜିଲ୍ଲାପାଳ କାର୍ଯ୍ୟାଳୟ, ସମୟ: ପୂର୍ବାହ୍ଣ ୧୧ଟା [124, 64, 234, 133]
zodiac-name: ମକର [717, 1072, 773, 1090]
swami-body-text: ମୁମ୍ବାଇ: ବଲିଉଡ୍ ଅଭିନେତ୍ରୀ ପ୍ରିୟଙ୍କା ଚୋପ୍ରା ଓ ତାଙ୍କ ସ୍ୱାମୀ ନିକ୍ ଜୋନାସ୍ ପ୍ରସଙ୍ଗରେ ସୋସିଆଲ ମିଡିଆରେ ଚର୍ଚ୍ଚା। ସମ୍ପର୍କ ନେଇ ଉଭୟ ପରସ୍ପରକୁ ସମ୍ମାନ ଦେଉଛନ୍ତି। ପ୍ରଶଂସକମାନେ ଏହାକୁ ଆଦର୍ଶ ଦମ୍ପତି ବୋଲି କହୁଛନ୍ତି। [244, 924, 401, 973]
zodiac-prediction: ଆଜି ଦିନଟି ଆପଣଙ୍କ ପାଇଁ ଶୁଭ। କର୍ମକ୍ଷେତ୍ରରେ ସଫଳତା ମିଳିବ। ପରିବାର ସହ ସମୟ କଟାଇବେ। ଆର୍ଥିକ ସ୍ଥିତି ସୁଦୃଢ଼ ରହିବ। [779, 361, 938, 390]
city-heading: କୋରାପୁଟ [590, 127, 702, 143]
ugomali-subtitle: (କ୍ରମେ ଲୋକପ୍ରିୟତା ଓ ଜନମାନସରୁ ବିସ୍ମୃତ ହେଉଥିବା ଉଗଡ଼ମାଳିକୁ ପାଠିକା-ପାଠକଙ୍କ ନିକଟରେ ପହଞ୍ଚାଇବା ସହ ଉଦ୍ଦୀପନ ପ୍ରୟାସ) [13, 856, 223, 873]
city-heading: ଅନୁଗୋଳ [355, 372, 460, 388]
bohu-body-text: ଜଗତସିଂହପୁର ଜିଲ୍ଲା ମହାଜନପୁରରେ ଘଟିଥିବା ହାଣ ଘଟଣାରେ ଆହତ ଶାଶୁଙ୍କ ମଧ୍ୟ ଚିକିତ୍ସାଧୀନ ଅବସ୍ଥାରେ ମୃତ୍ୟୁ ହୋଇଛି। ଏହା ସହ ମୃତ୍ୟୁ ସଂଖ୍ୟା ତିନିକୁ ବୃଦ୍ଧି ପାଇଛି। ପୋଲିସ ତଦନ୍ତ ଜାରି ରଖିଛି। [400, 760, 539, 799]
zodiac-symbol-icon: ♐ [721, 992, 769, 1040]
rashifala-byline [716, 116, 942, 146]
prathama-headline: ଗାଁ ବିକାଶ, ଶିକ୍ଷା, ... [280, 1138, 386, 1153]
bohu-dateline: ମଲ୍ଲକି-ଜଗତପୁର, ୨୦/୨ (ମାନସ ସାମଲ) [244, 662, 369, 671]
event-text: ସାଂସ୍କୃତିକ କାର୍ଯ୍ୟକ୍ରମ, ସ୍ଥାନ: ଜୟଦେବ ଭବନ, ସମୟ: ଅପରାହ୍ଣ ୪ଟା ସଭା, ପାଠଚକ୍ର ଓ ସମ୍ବର୍ଦ୍ଧନା ଉତ୍ସବ, ସ୍ଥାନ: ସଂଗ୍ରହାଳୟ ସଭାଗୃହ, ସମୟ: ସକାଳ ୧୦ଟା ଶିବିର ଓ ବୈଠକ, ସ୍ଥାନ: ଜିଲ୍ଲାପାଳ କାର୍ଯ୍ୟାଳୟ, ସମୟ: ପୂର୍ବାହ୍ଣ ୧୧ଟା [4, 365, 114, 434]
obit-photo [146, 590, 232, 694]
bohu-body-mid [400, 760, 540, 824]
ugomali-tail: ନିର୍ଦ୍ଦେଶ ଉତ୍ତରକାଳୀ, ପ୍ରକାଶ, ବୁଢ଼ାଳ ଓ ଅନନ୍ୟ - ପ୍ରାଚୀ ସାହିତ୍ୟ ପ୍ରତିଷ୍ଠାନ [4, 1092, 219, 1100]
prathama-body-text: ରାଜ୍ୟ ସରକାରଙ୍କ ବଜେଟରେ ଗ୍ରାମ ବିକାଶ, ଶିକ୍ଷା, ସ୍ୱାସ୍ଥ୍ୟ ଓ ଭିତ୍ତିଭୂମି ପାଇଁ ବ୍ୟାପକ ବ୍ୟବସ୍ଥା କରାଯାଇଛି। କୋଟି କୋଟି ଟଙ୍କାର ବ୍ୟୟବରାଦ ସହ ନୂଆ ଯୋଜନା ଘୋଷଣା ହୋଇଛି। ମୁଖ୍ୟମନ୍ତ୍ରୀ ଏହାକୁ ଜନକଲ୍ୟାଣକାରୀ ବଜେଟ କହିଛନ୍ତି। [244, 1156, 386, 1205]
zodiac-entry [717, 1072, 943, 1170]
city-heading: ଢେଙ୍କାନାଳ [355, 281, 460, 297]
swami-body-right [410, 884, 578, 1102]
zodiac-entry [717, 666, 943, 764]
ugomali-logo-icon: ☺ [8, 812, 54, 852]
zodiac-entry [717, 564, 943, 662]
quote-text: ଋଷିଆଠାରୁ ଜୈଳୀକି କମ୍ ଏବଂ ଆମେରିକା ଠାରେ ନାହିଁ। ଭାରତ ଟେନାଲୁ ଟ୍ରାମ୍ପ ଏହା କହିବୁ ଚାହୁଁଛନ୍ତି। ରୋକେଟାକୁ ଅଭୋଟ ଟେରି ଆମଦାନୀ ବୋଲି ଆମେରିକା ଓ ଭାରତ ମଧ୍ୟରେ ଆଲୋଚନା ଜାରି ରହିଛି। - ସେର୍ଜିଓ ଗୋର, ଭାରତରେ ଆମେରିକା ରାଷ୍ଟ୍ରଦୂତ [306, 3, 866, 22]
event-text: ସାଂସ୍କୃତିକ କାର୍ଯ୍ୟକ୍ରମ, ସ୍ଥାନ: ଜୟଦେବ ଭବନ, ସମୟ: ଅପରାହ୍ଣ ୪ଟା ସଭା, ପାଠଚକ୍ର ଓ ସମ୍ବର୍ଦ୍ଧନା ଉତ୍ସବ, ସ୍ଥାନ: ସଂଗ୍ରହାଳୟ ସଭାଗୃହ, ସମୟ: ସକାଳ ୧୦ଟା ଶିବିର ଓ ବୈଠକ, ସ୍ଥାନ: ଜିଲ୍ଲାପାଳ କାର୍ଯ୍ୟାଳୟ, ସମୟ: ପୂର୍ବାହ୍ଣ ୧୧ଟା [590, 226, 702, 285]
swami-body-text: ମୁମ୍ବାଇ: ବଲିଉଡ୍ ଅଭିନେତ୍ରୀ ପ୍ରିୟଙ୍କା ଚୋପ୍ରା ଓ ତାଙ୍କ ସ୍ୱାମୀ ନିକ୍ ଜୋନାସ୍ ପ୍ରସଙ୍ଗରେ ସୋସିଆଲ ମିଡିଆରେ ଚର୍ଚ୍ଚା। ସମ୍ପର୍କ ନେଇ ଉଭୟ ପରସ୍ପରକୁ ସମ୍ମାନ ଦେଉଛନ୍ତି। ପ୍ରଶଂସକମାନେ ଏହାକୁ ଆଦର୍ଶ ଦମ୍ପତି ବୋଲି କହୁଛନ୍ତି। [410, 964, 578, 1003]
bohu-box-line1: ଜଗତପୁର [448, 671, 486, 682]
event-text: ସାଂସ୍କୃତିକ କାର୍ଯ୍ୟକ୍ରମ, ସ୍ଥାନ: ଜୟଦେବ ଭବନ, ସମୟ: ଅପରାହ୍ଣ ୪ଟା ସଭା, ପାଠଚକ୍ର ଓ ସମ୍ବର୍ଦ୍ଧନା ଉତ୍ସବ, ସ୍ଥାନ: ସଂଗ୍ରହାଳୟ ସଭାଗୃହ, ସମୟ: ସକାଳ ୧୦ଟା ଶିବିର ଓ ବୈଠକ, ସ୍ଥାନ: ଜିଲ୍ଲାପାଳ କାର୍ଯ୍ୟାଳୟ, ସମୟ: ପୂର୍ବାହ୍ଣ ୧୧ଟା [124, 225, 234, 294]
zodiac-prediction: ଆଜି ଦିନଟି ଆପଣଙ୍କ ପାଇଁ ଶୁଭ। କର୍ମକ୍ଷେତ୍ରରେ ସଫଳତା ମିଳିବ। ପରିବାର ସହ ସମୟ କଟାଇବେ। ଆର୍ଥିକ ସ୍ଥିତି ସୁଦୃଢ଼ ରହିବ। [779, 1173, 938, 1202]
prathama-body-text: ରାଜ୍ୟ ସରକାରଙ୍କ ବଜେଟରେ ଗ୍ରାମ ବିକାଶ, ଶିକ୍ଷା, ସ୍ୱାସ୍ଥ୍ୟ ଓ ଭିତ୍ତିଭୂମି ପାଇଁ ବ୍ୟାପକ ବ୍ୟବସ୍ଥା କରାଯାଇଛି। କୋଟି କୋଟି ଟଙ୍କାର ବ୍ୟୟବରାଦ ସହ ନୂଆ ଯୋଜନା ଘୋଷଣା ହୋଇଛି। ମୁଖ୍ୟମନ୍ତ୍ରୀ ଏହାକୁ ଜନକଲ୍ୟାଣକାରୀ ବଜେଟ କହିଛନ୍ତି। [554, 1152, 701, 1211]
events-col-5 [466, 96, 581, 504]
zodiac-symbol-icon: ♋ [721, 485, 769, 533]
zodiac-symbol-icon: ♎ [721, 789, 769, 837]
logo-top: ଧରିତ୍ରୀ [56, 4, 82, 13]
event-text: ସାଂସ୍କୃତିକ କାର୍ଯ୍ୟକ୍ରମ, ସ୍ଥାନ: ଜୟଦେବ ଭବନ, ସମୟ: ଅପରାହ୍ଣ ୪ଟା ସଭା, ପାଠଚକ୍ର ଓ ସମ୍ବର୍ଦ୍ଧନା ଉତ୍ସବ, ସ୍ଥାନ: ସଂଗ୍ରହାଳୟ ସଭାଗୃହ, ସମୟ: ସକାଳ ୧୦ଟା ଶିବିର ଓ ବୈଠକ, ସ୍ଥାନ: ଜିଲ୍ଲାପାଳ କାର୍ଯ୍ୟାଳୟ, ସମୟ: ପୂର୍ବାହ୍ଣ ୧୧ଟା [4, 295, 114, 364]
city-heading: ମୟୂରଭଞ୍ଜ [355, 99, 460, 115]
zodiac-entry [717, 463, 943, 561]
person-suit-icon [600, 902, 684, 1082]
zodiac-symbol-icon: ♍ [721, 688, 769, 736]
rashifala-astrologer: ଜ୍ୟୋତିର୍ବିଦ୍ ବିଶାରଦ ପ୍ରଭାତ କୁମାର ମହାପାତ୍ର [759, 116, 899, 125]
ugomali-rule [0, 804, 235, 805]
events-banner-title: ଆଜି କ'ଣ କେଉଁଠି [324, 61, 476, 86]
city-heading: କେନ୍ଦ୍ରାପଡ଼ା [355, 391, 460, 407]
